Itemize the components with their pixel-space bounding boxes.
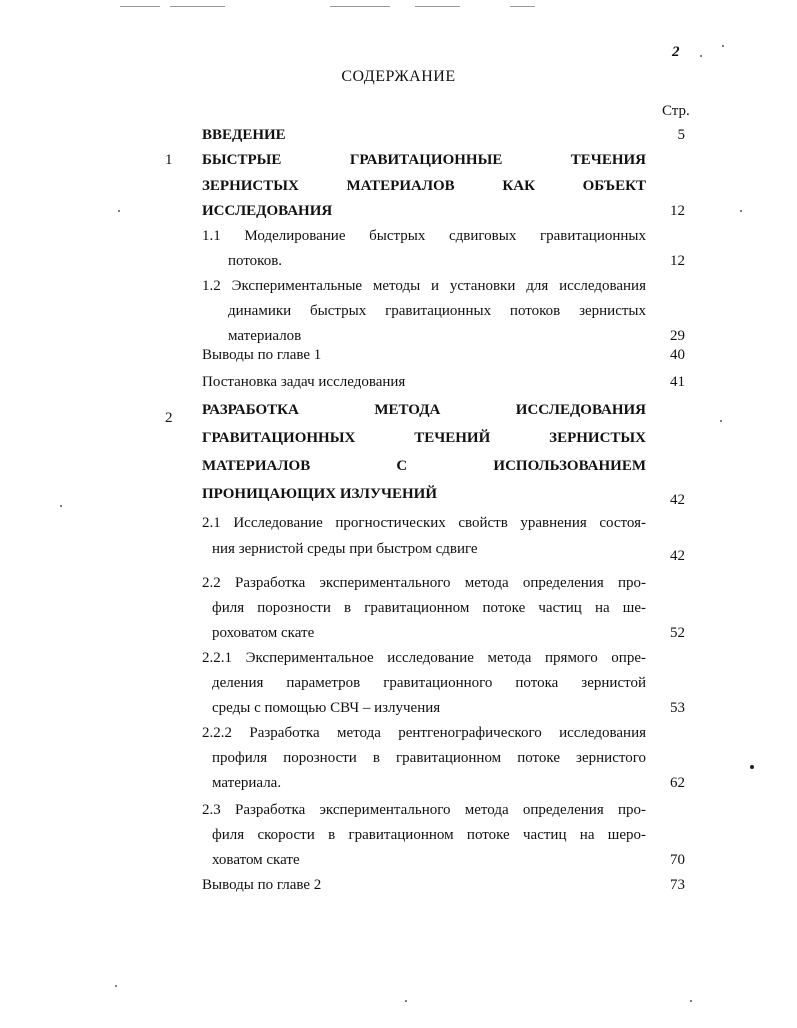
toc-tasks: Постановка задач исследования xyxy=(202,374,406,390)
toc-conclusions2-page: 73 xyxy=(670,877,685,893)
toc-sec-2-1-line: ния зернистой среды при быстром сдвиге xyxy=(212,541,478,557)
toc-sec-2-3-line: 2.3 Разработка экспериментального метода определения про- xyxy=(202,802,646,818)
toc-sec-2-2-1-line: среды с помощью СВЧ – излучения xyxy=(212,700,441,716)
toc-sec-1-1-line: потоков. xyxy=(228,253,283,269)
toc-sec-2-2-page: 52 xyxy=(670,625,685,641)
toc-chapter2-line: ПРОНИЦАЮЩИХ ИЗЛУЧЕНИЙ xyxy=(202,486,437,502)
toc-chapter2-page: 42 xyxy=(670,492,685,508)
scan-speck xyxy=(750,765,754,769)
toc-sec-2-2-line: 2.2 Разработка экспериментального метода определения про- xyxy=(202,575,646,591)
scan-artifact-line xyxy=(120,6,160,7)
page-title: СОДЕРЖАНИЕ xyxy=(341,68,456,85)
toc-sec-2-2-1-line: 2.2.1 Экспериментальное исследование метода прямого опре- xyxy=(202,650,646,666)
toc-sec-1-1-line: 1.1 Моделирование быстрых сдвиговых гравитационных xyxy=(202,228,646,244)
toc-sec-2-2-line: роховатом скате xyxy=(212,625,315,641)
toc-sec-2-2-2-page: 62 xyxy=(670,775,685,791)
toc-conclusions1-page: 40 xyxy=(670,347,685,363)
page-column-label: Стр. xyxy=(662,103,690,119)
toc-sec-2-3-page: 70 xyxy=(670,852,685,868)
page-number: 2 xyxy=(672,44,680,60)
toc-chapter1-number: 1 xyxy=(165,152,173,168)
toc-intro: ВВЕДЕНИЕ xyxy=(202,127,286,143)
scan-speck xyxy=(700,55,702,57)
toc-sec-2-1-page: 42 xyxy=(670,548,685,564)
scan-artifact-line xyxy=(170,6,225,7)
toc-sec-1-1-page: 12 xyxy=(670,253,685,269)
toc-conclusions1: Выводы по главе 1 xyxy=(202,347,322,363)
toc-chapter1-line: БЫСТРЫЕ ГРАВИТАЦИОННЫЕ ТЕЧЕНИЯ xyxy=(202,152,646,168)
toc-sec-2-3-line: ховатом скате xyxy=(212,852,300,868)
scan-speck xyxy=(405,1000,407,1002)
toc-chapter1-line: ИССЛЕДОВАНИЯ xyxy=(202,203,333,219)
toc-sec-2-3-line: филя скорости в гравитационном потоке частиц на шеро- xyxy=(212,827,646,843)
toc-sec-1-2-line: 1.2 Экспериментальные методы и установки для исследования xyxy=(202,278,646,294)
toc-chapter1-line: ЗЕРНИСТЫХ МАТЕРИАЛОВ КАК ОБЪЕКТ xyxy=(202,178,646,194)
toc-sec-1-2-line: материалов xyxy=(228,328,302,344)
scan-speck xyxy=(720,420,722,422)
scan-speck xyxy=(115,985,117,987)
toc-chapter2-line: МАТЕРИАЛОВ С ИСПОЛЬЗОВАНИЕМ xyxy=(202,458,646,474)
scan-speck xyxy=(690,1000,692,1002)
toc-sec-2-2-2-line: материала. xyxy=(212,775,282,791)
toc-sec-2-2-line: филя порозности в гравитационном потоке частиц на ше- xyxy=(212,600,646,616)
toc-conclusions2: Выводы по главе 2 xyxy=(202,877,322,893)
scan-artifact-line xyxy=(415,6,460,7)
toc-sec-1-2-page: 29 xyxy=(670,328,685,344)
toc-sec-2-2-1-line: деления параметров гравитационного потока зернистой xyxy=(212,675,646,691)
scan-artifact-line xyxy=(510,6,535,7)
toc-sec-2-1-line: 2.1 Исследование прогностических свойств уравнения состоя- xyxy=(202,515,646,531)
scan-speck xyxy=(60,505,62,507)
toc-chapter1-page: 12 xyxy=(670,203,685,219)
toc-chapter2-line: РАЗРАБОТКА МЕТОДА ИССЛЕДОВАНИЯ xyxy=(202,402,646,418)
toc-sec-1-2-line: динамики быстрых гравитационных потоков зернистых xyxy=(228,303,646,319)
toc-intro-page: 5 xyxy=(677,127,685,143)
toc-chapter2-line: ГРАВИТАЦИОННЫХ ТЕЧЕНИЙ ЗЕРНИСТЫХ xyxy=(202,430,646,446)
scan-speck xyxy=(118,210,120,212)
toc-tasks-page: 41 xyxy=(670,374,685,390)
scan-artifact-line xyxy=(330,6,390,7)
toc-chapter2-number: 2 xyxy=(165,410,173,426)
scan-speck xyxy=(722,45,724,47)
scan-speck xyxy=(740,210,742,212)
toc-sec-2-2-1-page: 53 xyxy=(670,700,685,716)
toc-sec-2-2-2-line: 2.2.2 Разработка метода рентгенографического исследования xyxy=(202,725,646,741)
toc-sec-2-2-2-line: профиля порозности в гравитационном потоке зернистого xyxy=(212,750,646,766)
